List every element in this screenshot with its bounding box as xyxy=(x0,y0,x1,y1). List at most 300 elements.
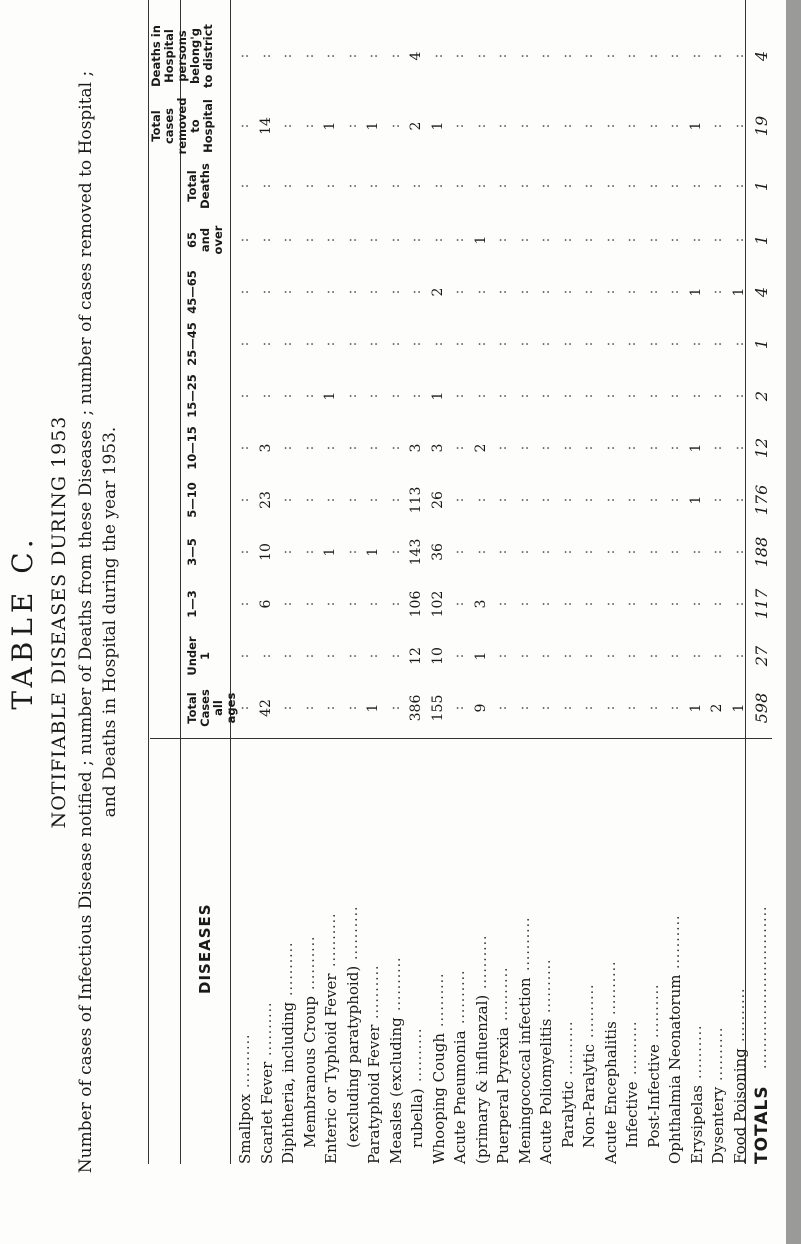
table-cell: : xyxy=(257,341,274,347)
table-cell: : xyxy=(300,289,317,295)
column-header: 1—3 xyxy=(185,590,199,618)
table-cell: : xyxy=(580,289,596,295)
table-cell: : xyxy=(644,705,661,711)
disease-name: Non-Paralytic xyxy=(580,1044,598,1148)
table-cell: 1 xyxy=(687,443,704,453)
disease-column-divider xyxy=(150,738,772,739)
table-cell: : xyxy=(623,445,639,451)
disease-name: Ophthalmia Neonatorum xyxy=(666,974,684,1164)
table-cell: : xyxy=(236,601,252,607)
table-cell: : xyxy=(343,497,360,503)
table-cell: : xyxy=(343,237,360,243)
table-cell: : xyxy=(644,549,661,555)
table-cell: : xyxy=(386,653,403,659)
total-cell: 1 xyxy=(752,234,771,246)
table-cell: 155 xyxy=(429,694,446,722)
table-cell: : xyxy=(558,705,575,711)
table-cell: : xyxy=(515,549,532,555)
table-cell: : xyxy=(279,705,295,711)
table-cell: : xyxy=(601,601,618,607)
table-cell: 3 xyxy=(429,443,446,453)
leader-dots: .......... xyxy=(516,916,533,971)
table-cell: : xyxy=(451,705,467,711)
table-cell: : xyxy=(343,705,360,711)
table-cell: : xyxy=(623,289,639,295)
table-cell: : xyxy=(537,341,553,347)
table-cell: : xyxy=(300,653,317,659)
leader-dots: .......... xyxy=(602,960,619,1015)
disease-name: Paratyphoid Fever xyxy=(365,1024,383,1164)
table-cell: 2 xyxy=(408,121,424,131)
table-cell: : xyxy=(257,393,274,399)
table-cell: : xyxy=(580,53,596,59)
table-cell: : xyxy=(451,393,467,399)
table-cell: : xyxy=(558,445,575,451)
table-cell: : xyxy=(300,445,317,451)
table-cell: : xyxy=(601,653,618,659)
table-cell: : xyxy=(666,123,682,129)
table-cell: 1 xyxy=(322,391,338,401)
table-cell: : xyxy=(601,549,618,555)
disease-name: Infective xyxy=(623,1081,641,1148)
table-cell: : xyxy=(429,237,446,243)
table-cell: : xyxy=(322,601,338,607)
table-cell: : xyxy=(472,341,489,347)
table-cell: : xyxy=(623,497,639,503)
table-cell: : xyxy=(451,289,467,295)
table-cell: : xyxy=(279,341,295,347)
table-cell: : xyxy=(343,445,360,451)
table-cell: : xyxy=(322,653,338,659)
table-cell: : xyxy=(709,123,725,129)
table-cell: : xyxy=(300,53,317,59)
table-cell: 1 xyxy=(687,495,704,505)
disease-name: Post-Infective xyxy=(644,1044,663,1148)
table-cell: : xyxy=(537,601,553,607)
table-cell: 1 xyxy=(429,121,446,131)
diseases-header: DISEASES xyxy=(196,903,214,994)
table-cell: : xyxy=(601,289,618,295)
leader-dots: .......... xyxy=(344,905,361,960)
leader-dots: .......... xyxy=(452,969,468,1024)
table-cell: : xyxy=(236,237,252,243)
table-cell: : xyxy=(709,341,725,347)
table-cell: : xyxy=(236,289,252,295)
table-cell: : xyxy=(580,183,596,189)
table-cell: : xyxy=(515,601,532,607)
table-cell: : xyxy=(322,237,338,243)
table-cell: : xyxy=(386,393,403,399)
table-cell: 42 xyxy=(257,699,274,717)
leader-dots: .......... xyxy=(258,1001,275,1056)
disease-name: Acute Encephalitis xyxy=(601,1021,620,1164)
table-cell: : xyxy=(515,497,532,503)
table-cell: : xyxy=(666,237,682,243)
table-cell: 1 xyxy=(730,703,747,713)
table-cell: : xyxy=(730,53,747,59)
table-cell: : xyxy=(343,183,360,189)
table-cell: : xyxy=(279,549,295,555)
table-cell: : xyxy=(429,183,446,189)
table-cell: : xyxy=(644,445,661,451)
table-cell: : xyxy=(279,289,295,295)
table-cell: : xyxy=(279,393,295,399)
column-header: 10—15 xyxy=(185,426,199,470)
table-cell: : xyxy=(494,705,510,711)
total-cell: 4 xyxy=(752,50,771,62)
disease-name: Scarlet Fever xyxy=(257,1061,276,1164)
table-cell: : xyxy=(472,393,489,399)
table-title: NOTIFIABLE DISEASES DURING 1953 xyxy=(48,415,70,829)
table-cell: : xyxy=(386,445,403,451)
table-cell: : xyxy=(537,123,553,129)
table-cell: : xyxy=(451,123,467,129)
table-cell: : xyxy=(666,497,682,503)
table-cell: : xyxy=(580,653,596,659)
table-cell: : xyxy=(515,53,532,59)
table-cell: : xyxy=(666,705,682,711)
table-cell: : xyxy=(644,653,661,659)
table-cell: 113 xyxy=(408,486,424,514)
table-cell: : xyxy=(558,123,575,129)
table-cell: : xyxy=(623,341,639,347)
table-cell: : xyxy=(709,183,725,189)
table-cell: : xyxy=(343,601,360,607)
table-cell: : xyxy=(343,341,360,347)
table-cell: : xyxy=(279,497,295,503)
table-cell: : xyxy=(494,123,510,129)
table-cell: : xyxy=(451,237,467,243)
table-cell: : xyxy=(322,289,338,295)
column-header: Total Deaths xyxy=(185,163,212,209)
table-cell: : xyxy=(236,653,252,659)
table-cell: : xyxy=(494,653,510,659)
table-cell: : xyxy=(343,123,360,129)
table-cell: : xyxy=(386,601,403,607)
table-cell: : xyxy=(537,237,553,243)
table-cell: 12 xyxy=(408,647,424,665)
total-cell: 1 xyxy=(752,180,771,192)
table-cell: : xyxy=(429,341,446,347)
table-cell: : xyxy=(343,653,360,659)
table-cell: : xyxy=(322,497,338,503)
column-header: 25—45 xyxy=(185,322,199,366)
table-cell: : xyxy=(558,341,575,347)
table-cell: 1 xyxy=(365,703,381,713)
table-cell: : xyxy=(365,289,381,295)
table-cell: : xyxy=(601,123,618,129)
leader-dots: .......... xyxy=(409,1027,425,1082)
table-cell: : xyxy=(623,123,639,129)
table-cell: : xyxy=(494,497,510,503)
table-cell: : xyxy=(730,497,747,503)
table-cell: : xyxy=(515,705,532,711)
table-cell: : xyxy=(601,183,618,189)
table-cell: : xyxy=(494,601,510,607)
table-cell: : xyxy=(709,653,725,659)
table-cell: : xyxy=(601,445,618,451)
column-header: 3—5 xyxy=(185,538,199,566)
table-cell: : xyxy=(580,601,596,607)
table-cell: : xyxy=(343,289,360,295)
total-cell: 12 xyxy=(752,437,771,459)
disease-name: Diphtheria, including xyxy=(279,1001,297,1164)
column-header: 5—10 xyxy=(185,482,199,518)
disease-name: (primary & influenzal) xyxy=(472,994,491,1164)
table-cell: : xyxy=(300,341,317,347)
leader-dots: .......... xyxy=(280,941,296,996)
table-cell: : xyxy=(558,653,575,659)
table-cell: 23 xyxy=(257,491,274,509)
table-cell: : xyxy=(601,705,618,711)
table-cell: : xyxy=(386,183,403,189)
table-cell: : xyxy=(730,393,747,399)
leader-dots: .......... xyxy=(710,1026,726,1081)
table-cell: : xyxy=(279,123,295,129)
table-cell: : xyxy=(494,53,510,59)
column-header: 65 and over xyxy=(185,225,225,255)
table-cell: : xyxy=(236,705,252,711)
table-cell: : xyxy=(300,705,317,711)
table-cell: : xyxy=(386,237,403,243)
table-cell: : xyxy=(687,53,704,59)
total-cell: 27 xyxy=(752,645,771,667)
table-cell: : xyxy=(257,183,274,189)
table-cell: : xyxy=(537,497,553,503)
table-cell: : xyxy=(257,653,274,659)
table-cell: : xyxy=(494,237,510,243)
table-cell: 2 xyxy=(709,703,725,713)
table-cell: : xyxy=(236,445,252,451)
table-cell: : xyxy=(580,341,596,347)
leader-dots: .......... xyxy=(237,1033,253,1088)
table-cell: : xyxy=(709,601,725,607)
table-cell: : xyxy=(558,183,575,189)
table-cell: : xyxy=(343,549,360,555)
table-cell: : xyxy=(515,653,532,659)
table-cell: : xyxy=(730,341,747,347)
table-cell: : xyxy=(300,393,317,399)
table-cell: : xyxy=(558,289,575,295)
leader-dots: .......... xyxy=(688,1024,705,1079)
table-heading: TABLE C. xyxy=(6,534,39,710)
table-cell: : xyxy=(472,289,489,295)
table-cell: : xyxy=(494,445,510,451)
disease-name: Puerperal Pyrexia xyxy=(494,1027,512,1164)
total-cell: 117 xyxy=(752,588,771,620)
table-cell: : xyxy=(601,237,618,243)
disease-name: Whooping Cough xyxy=(429,1032,448,1164)
table-cell: : xyxy=(709,497,725,503)
table-cell: 10 xyxy=(429,647,446,665)
table-cell: : xyxy=(322,183,338,189)
table-cell: : xyxy=(623,237,639,243)
table-cell: : xyxy=(279,237,295,243)
table-cell: : xyxy=(558,237,575,243)
table-cell: : xyxy=(623,549,639,555)
table-cell: 14 xyxy=(257,117,274,135)
table-cell: : xyxy=(257,53,274,59)
disease-name: rubella) xyxy=(408,1088,426,1148)
table-cell: : xyxy=(644,601,661,607)
table-cell: : xyxy=(644,53,661,59)
table-cell: : xyxy=(515,289,532,295)
header-bottom-rule xyxy=(230,0,231,1164)
table-cell: : xyxy=(365,497,381,503)
leader-dots: .......... xyxy=(387,956,404,1011)
table-cell: : xyxy=(558,497,575,503)
table-cell: : xyxy=(666,601,682,607)
table-cell: : xyxy=(623,705,639,711)
table-cell: : xyxy=(644,393,661,399)
header-rule xyxy=(148,0,149,1164)
disease-name: Smallpox xyxy=(236,1093,254,1164)
table-cell: : xyxy=(601,53,618,59)
table-cell: 1 xyxy=(429,391,446,401)
table-cell: : xyxy=(730,183,747,189)
column-rule xyxy=(180,0,181,1164)
table-cell: : xyxy=(257,289,274,295)
table-cell: : xyxy=(365,601,381,607)
table-cell: : xyxy=(580,445,596,451)
leader-dots: .......... xyxy=(538,958,554,1013)
table-cell: : xyxy=(537,183,553,189)
table-cell: : xyxy=(451,549,467,555)
leader-dots: .......... xyxy=(581,983,597,1038)
disease-name: Enteric or Typhoid Fever xyxy=(322,973,340,1164)
table-cell: : xyxy=(687,341,704,347)
subtitle-line-1: Number of cases of Infectious Disease notified ; number of Deaths from these Diseases ; number of cases removed to Hospital ; xyxy=(76,70,96,1174)
leader-dots: .......... xyxy=(731,987,748,1042)
table-cell: : xyxy=(601,497,618,503)
table-cell: : xyxy=(515,123,532,129)
table-cell: : xyxy=(494,549,510,555)
table-cell: : xyxy=(386,289,403,295)
table-cell: : xyxy=(236,123,252,129)
disease-name: Acute Pneumonia xyxy=(451,1030,469,1164)
table-cell: : xyxy=(687,237,704,243)
table-cell: : xyxy=(451,445,467,451)
table-cell: : xyxy=(644,183,661,189)
table-cell: : xyxy=(666,341,682,347)
table-cell: : xyxy=(687,549,704,555)
table-cell: : xyxy=(666,653,682,659)
table-cell: : xyxy=(644,123,661,129)
table-cell: : xyxy=(687,393,704,399)
leader-dots: .......... xyxy=(559,1020,576,1075)
disease-name: Dysentery xyxy=(709,1086,727,1164)
table-cell: : xyxy=(386,341,403,347)
table-cell: 26 xyxy=(429,491,446,509)
total-cell: 2 xyxy=(752,390,771,402)
table-cell: : xyxy=(558,549,575,555)
table-cell: : xyxy=(537,705,553,711)
table-cell: : xyxy=(558,53,575,59)
column-header: 45—65 xyxy=(185,270,199,314)
table-cell: : xyxy=(322,445,338,451)
leader-dots: .......... xyxy=(667,914,683,969)
table-cell: : xyxy=(322,53,338,59)
table-cell: : xyxy=(580,497,596,503)
table-cell: : xyxy=(408,289,424,295)
table-cell: : xyxy=(494,289,510,295)
table-cell: : xyxy=(236,497,252,503)
table-cell: : xyxy=(537,289,553,295)
table-cell: : xyxy=(515,341,532,347)
table-cell: : xyxy=(709,549,725,555)
leader-dots: .......... xyxy=(495,966,511,1021)
table-cell: : xyxy=(451,341,467,347)
table-cell: 386 xyxy=(408,694,424,722)
table-cell: : xyxy=(580,123,596,129)
table-cell: : xyxy=(300,601,317,607)
column-header: Total Cases all ages xyxy=(185,689,238,727)
table-cell: : xyxy=(386,497,403,503)
table-cell: : xyxy=(279,445,295,451)
table-cell: : xyxy=(644,289,661,295)
table-cell: : xyxy=(343,53,360,59)
table-cell: : xyxy=(687,183,704,189)
table-cell: : xyxy=(365,393,381,399)
table-cell: : xyxy=(472,123,489,129)
table-cell: : xyxy=(580,705,596,711)
disease-name: (excluding paratyphoid) xyxy=(343,965,362,1148)
table-cell: : xyxy=(515,183,532,189)
table-cell: 1 xyxy=(365,547,381,557)
table-cell: : xyxy=(730,237,747,243)
table-cell: 1 xyxy=(472,235,489,245)
column-header: Deaths in Hospital persons belong'g to district xyxy=(149,24,215,88)
leader-dots: .......... xyxy=(323,912,339,967)
subtitle-line-2: and Deaths in Hospital during the year 1953. xyxy=(100,426,120,818)
table-cell: : xyxy=(300,497,317,503)
table-cell: : xyxy=(279,183,295,189)
table-cell: : xyxy=(709,393,725,399)
table-cell: : xyxy=(537,549,553,555)
table-cell: : xyxy=(623,393,639,399)
table-cell: : xyxy=(451,601,467,607)
table-cell: 1 xyxy=(687,121,704,131)
table-cell: : xyxy=(515,445,532,451)
table-cell: : xyxy=(730,123,747,129)
table-cell: : xyxy=(451,653,467,659)
table-cell: : xyxy=(451,53,467,59)
table-cell: 1 xyxy=(687,703,704,713)
table-cell: : xyxy=(537,53,553,59)
total-cell: 19 xyxy=(752,115,771,137)
table-cell: : xyxy=(300,183,317,189)
total-cell: 1 xyxy=(752,338,771,350)
table-cell: : xyxy=(408,183,424,189)
table-cell: : xyxy=(709,53,725,59)
table-cell: : xyxy=(730,549,747,555)
total-cell: 188 xyxy=(752,536,771,568)
table-cell: : xyxy=(408,393,424,399)
leader-dots: .......... xyxy=(473,934,490,989)
table-cell: : xyxy=(687,601,704,607)
table-cell: 143 xyxy=(408,538,424,566)
table-cell: : xyxy=(386,53,403,59)
table-cell: 1 xyxy=(365,121,381,131)
table-cell: : xyxy=(343,393,360,399)
table-cell: : xyxy=(279,601,295,607)
table-cell: 3 xyxy=(472,599,489,609)
table-cell: : xyxy=(236,393,252,399)
disease-name: Meningococcal infection xyxy=(515,977,534,1164)
table-cell: : xyxy=(558,393,575,399)
table-cell: : xyxy=(300,237,317,243)
table-cell: : xyxy=(666,445,682,451)
